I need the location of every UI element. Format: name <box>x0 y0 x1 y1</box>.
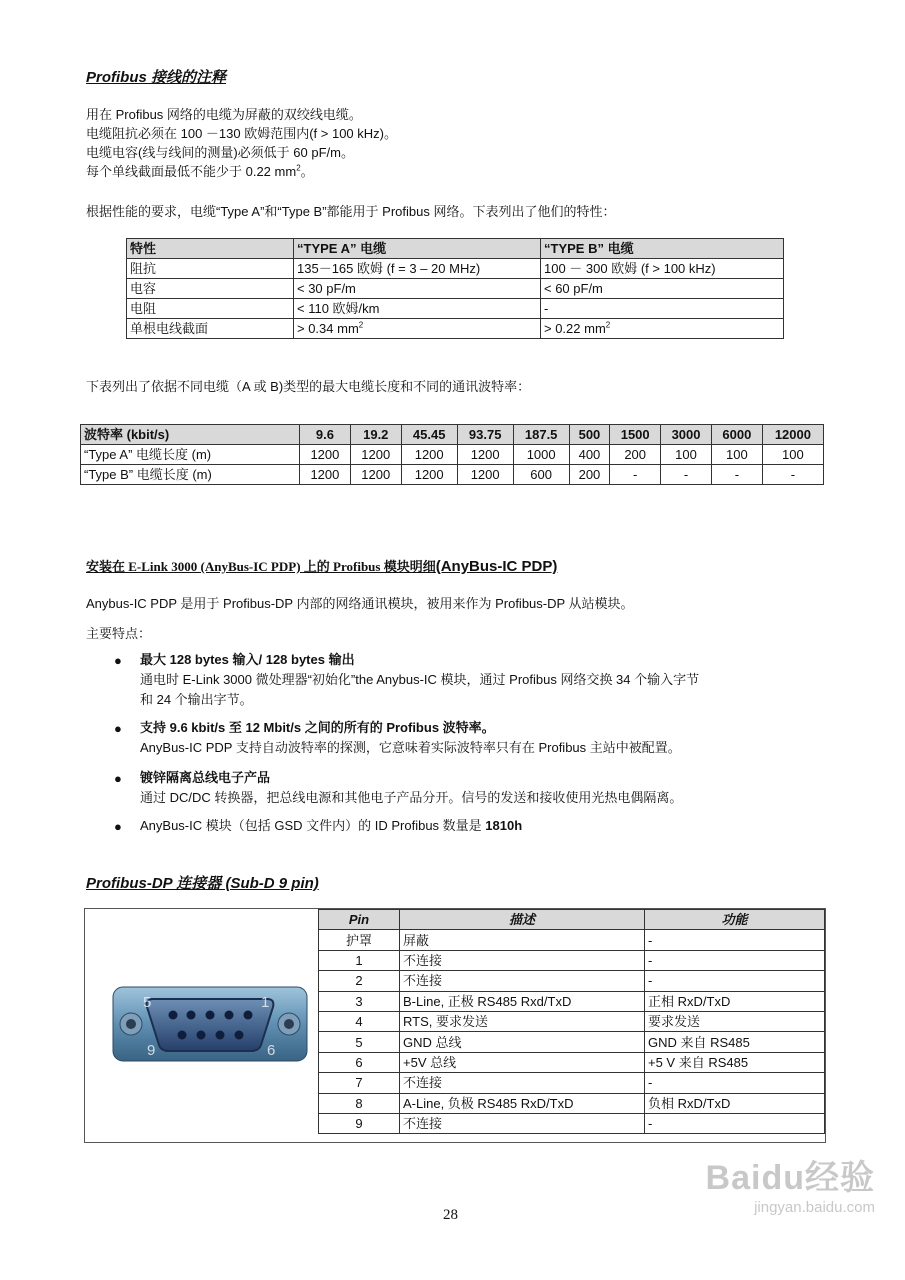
cell: > 0.22 $mm^2$ <box>541 319 784 339</box>
table-header-row <box>81 425 824 445</box>
pinout-table <box>318 909 825 1134</box>
cell: - <box>645 1113 825 1133</box>
table-row <box>127 299 784 319</box>
table-row <box>319 930 825 950</box>
cell: GND 总线 <box>400 1032 645 1052</box>
watermark <box>706 1150 875 1216</box>
header-cell: 19.2 <box>350 425 401 445</box>
cell: 负相 RxD/TxD <box>645 1093 825 1113</box>
cell: 135－165 欧姆 (f = 3 – 20 MHz) <box>294 259 541 279</box>
cell: 1200 <box>401 445 457 465</box>
cell: - <box>645 971 825 991</box>
header-cell: 功能 <box>645 910 825 930</box>
cell: 7 <box>319 1073 400 1093</box>
pin-label: 5 <box>143 994 152 1011</box>
cell: 3 <box>319 991 400 1011</box>
anybus-intro: Anybus-IC PDP 是用于 Profibus-DP 内部的网络通讯模块，被用来作为 Profibus-DP 从站模块。 <box>86 596 634 611</box>
cell: 单根电线截面 <box>127 319 294 339</box>
cell: 2 <box>319 971 400 991</box>
header-cell: 187.5 <box>513 425 569 445</box>
cable-characteristics-table <box>126 238 784 339</box>
header-cell: 6000 <box>711 425 762 445</box>
table-header-row <box>127 239 784 259</box>
cell: 1200 <box>300 445 351 465</box>
cell: > 0.34 $mm^2$ <box>294 319 541 339</box>
bullet-icon: ● <box>114 721 122 736</box>
table-row <box>127 319 784 339</box>
cell: A-Line, 负极 RS485 RxD/TxD <box>400 1093 645 1113</box>
features-label: 主要特点： <box>86 626 152 641</box>
table-row <box>319 971 825 991</box>
cell: RTS, 要求发送 <box>400 1011 645 1031</box>
watermark-url: jingyan.baidu.com <box>754 1199 875 1216</box>
table-row <box>319 1113 825 1133</box>
page-number: 28 <box>443 1207 458 1223</box>
cell: 护罩 <box>319 930 400 950</box>
cell: 1200 <box>401 465 457 485</box>
table-row <box>319 1052 825 1072</box>
wiring-notes <box>86 105 397 181</box>
table-row <box>127 259 784 279</box>
header-cell: Pin <box>319 910 400 930</box>
cell: “Type B” 电缆长度 (m) <box>81 465 300 485</box>
cell: 不连接 <box>400 1073 645 1093</box>
cell: 电容 <box>127 279 294 299</box>
cell: 200 <box>569 465 610 485</box>
table-row <box>319 1011 825 1031</box>
watermark-brand: Baidu经验 <box>705 1159 875 1197</box>
cell: 100 <box>711 445 762 465</box>
feature-item: AnyBus-IC 模块（包括 GSD 文件内）的 ID Profibus 数量是 1810h <box>140 818 523 833</box>
pin-label: 9 <box>147 1042 156 1059</box>
table-row <box>319 950 825 970</box>
cell: 100 <box>661 445 712 465</box>
cell: - <box>661 465 712 485</box>
header-cell: 9.6 <box>300 425 351 445</box>
cell: 600 <box>513 465 569 485</box>
table-row <box>319 1093 825 1113</box>
header-cell: 1500 <box>610 425 661 445</box>
header-cell: 500 <box>569 425 610 445</box>
bullet-icon: ● <box>114 653 122 668</box>
cell: 1200 <box>457 465 513 485</box>
pin-label: 6 <box>267 1042 276 1059</box>
cell: 不连接 <box>400 950 645 970</box>
bullet-icon: ● <box>114 771 122 786</box>
cell: 正相 RxD/TxD <box>645 991 825 1011</box>
cell: - <box>610 465 661 485</box>
cell: - <box>645 1073 825 1093</box>
cell: 100 <box>762 445 823 465</box>
bullet-icon: ● <box>114 819 122 834</box>
cell: 1 <box>319 950 400 970</box>
cell: 5 <box>319 1032 400 1052</box>
cell: 要求发送 <box>645 1011 825 1031</box>
header-cell: 3000 <box>661 425 712 445</box>
connector-box <box>84 908 826 1143</box>
table-row <box>319 1073 825 1093</box>
header-cell: “TYPE B” 电缆 <box>541 239 784 259</box>
cell: < 30 pF/m <box>294 279 541 299</box>
cell: 1000 <box>513 445 569 465</box>
cell: 200 <box>610 445 661 465</box>
cell: - <box>541 299 784 319</box>
cell: 电阻 <box>127 299 294 319</box>
header-cell: 45.45 <box>401 425 457 445</box>
cell: 阻抗 <box>127 259 294 279</box>
cell: - <box>711 465 762 485</box>
length-intro: 下表列出了依据不同电缆（A 或 B)类型的最大电缆长度和不同的通讯波特率： <box>86 379 531 394</box>
header-cell: “TYPE A” 电缆 <box>294 239 541 259</box>
cell: - <box>762 465 823 485</box>
feature-item: 镀锌隔离总线电子产品 通过 DC/DC 转换器，把总线电源和其他电子产品分开。信号的发送和接收使用光热电偶隔离。 <box>140 770 683 805</box>
cable-length-table <box>80 424 824 485</box>
section-title-profibus-wiring: Profibus 接线的注释 <box>86 69 227 86</box>
table-row <box>319 1032 825 1052</box>
cell: 不连接 <box>400 971 645 991</box>
cell: 6 <box>319 1052 400 1072</box>
cell: < 60 pF/m <box>541 279 784 299</box>
pin-label: 1 <box>261 994 270 1011</box>
sub-d-connector-image <box>111 979 321 1069</box>
cell: - <box>645 930 825 950</box>
connector-shell <box>147 999 274 1051</box>
section-title-anybus: 安装在 E-Link 3000 (AnyBus-IC PDP) 上的 Profibus 模块明细(AnyBus-IC PDP) <box>86 558 558 575</box>
cell: +5V 总线 <box>400 1052 645 1072</box>
table-header-row <box>319 910 825 930</box>
cell: 100 － 300 欧姆 (f > 100 kHz) <box>541 259 784 279</box>
cable-intro: 根据性能的要求，电缆“Type A”和“Type B”都能用于 Profibus 网络。下表列出了他们的特性： <box>86 204 616 219</box>
header-cell: 93.75 <box>457 425 513 445</box>
cell: 400 <box>569 445 610 465</box>
header-cell: 描述 <box>400 910 645 930</box>
cell: “Type A” 电缆长度 (m) <box>81 445 300 465</box>
header-cell: 波特率 (kbit/s) <box>81 425 300 445</box>
table-row <box>319 991 825 1011</box>
feature-item: 最大 128 bytes 输入/ 128 bytes 输出 通电时 E-Link 3000 微处理器“初始化”the Anybus-IC 模块，通过 Profibus 网络交换 34 个输入字节 和 24 个输出字节。 <box>140 652 700 707</box>
cell: GND 来自 RS485 <box>645 1032 825 1052</box>
header-cell: 特性 <box>127 239 294 259</box>
cell: 1200 <box>350 445 401 465</box>
feature-item: 支持 9.6 kbit/s 至 12 Mbit/s 之间的所有的 Profibus 波特率。 AnyBus-IC PDP 支持自动波特率的探测，它意味着实际波特率只有在 Profibus 主站中被配置。 <box>140 720 681 755</box>
cell: 8 <box>319 1093 400 1113</box>
cell: 4 <box>319 1011 400 1031</box>
section-title-connector: Profibus-DP 连接器 (Sub-D 9 pin) <box>86 875 319 892</box>
cell: 不连接 <box>400 1113 645 1133</box>
cell: B-Line, 正极 RS485 Rxd/TxD <box>400 991 645 1011</box>
cell: - <box>645 950 825 970</box>
cell: 1200 <box>300 465 351 485</box>
note-line: 电缆电容(线与线间的测量)必须低于 60 pF/m。 <box>86 145 354 160</box>
cell: 9 <box>319 1113 400 1133</box>
cell: < 110 欧姆/km <box>294 299 541 319</box>
note-line: 用在 Profibus 网络的电缆为屏蔽的双绞线电缆。 <box>86 107 362 122</box>
note-line: 电缆阻抗必须在 100 －130 欧姆范围内(f > 100 kHz)。 <box>86 126 397 141</box>
table-row <box>127 279 784 299</box>
cell: 屏蔽 <box>400 930 645 950</box>
cell: +5 V 来自 RS485 <box>645 1052 825 1072</box>
cell: 1200 <box>457 445 513 465</box>
cell: 1200 <box>350 465 401 485</box>
table-row <box>81 445 824 465</box>
header-cell: 12000 <box>762 425 823 445</box>
note-line: 每个单线截面最低不能少于 0.22 $mm^2$。 <box>86 163 314 179</box>
table-row <box>81 465 824 485</box>
